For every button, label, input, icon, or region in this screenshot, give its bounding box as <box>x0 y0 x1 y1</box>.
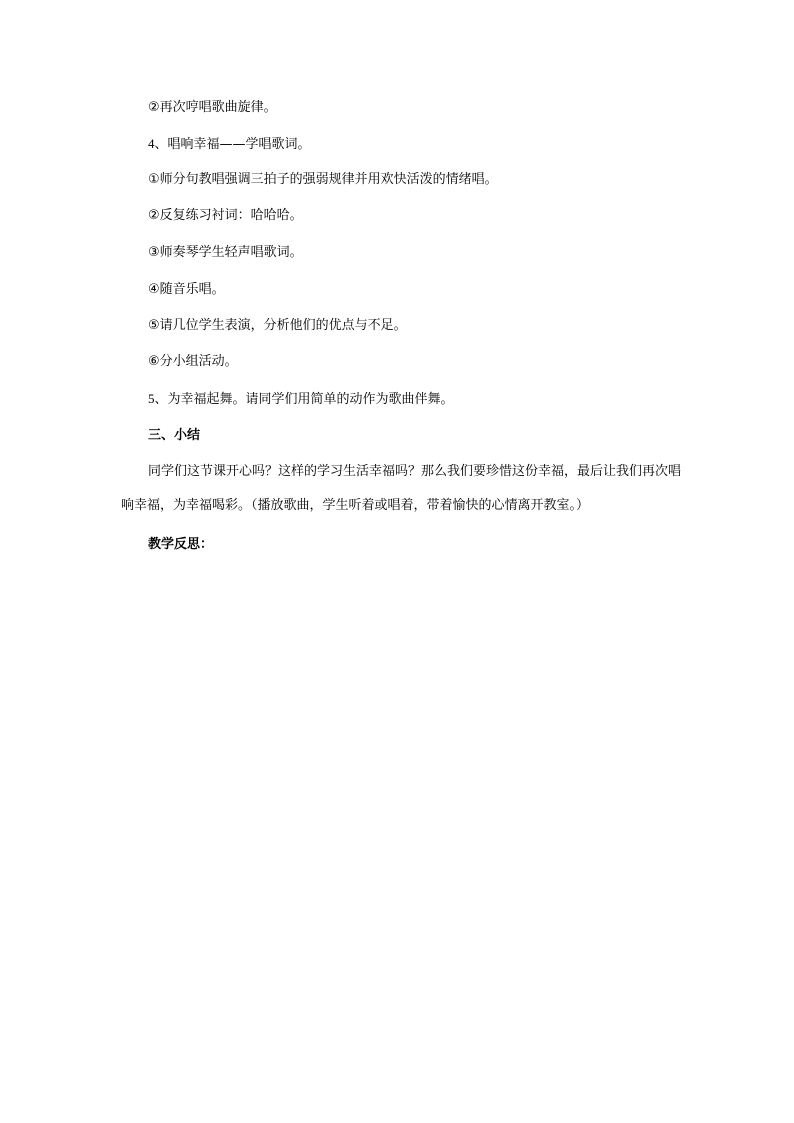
line-text: ③师奏琴学生轻声唱歌词。 <box>148 245 303 260</box>
line-text: ②再次哼唱歌曲旋律。 <box>148 100 277 115</box>
teaching-reflection-label <box>148 537 213 553</box>
line-text: ⑥分小组活动。 <box>148 354 238 369</box>
line-text: 、唱响幸福——学唱歌词。 <box>154 137 311 152</box>
substep-1 <box>148 172 498 188</box>
substep-2 <box>148 208 303 224</box>
substep-5 <box>148 318 407 334</box>
step-number: 4 <box>148 136 155 151</box>
line-text: 、为幸福起舞。请同学们用简单的动作为歌曲伴舞。 <box>154 392 454 407</box>
substep-6 <box>148 354 238 370</box>
line-text: ⑤请几位学生表演，分析他们的优点与不足。 <box>148 318 407 333</box>
step-number: 5 <box>148 391 155 406</box>
step-5-heading <box>148 391 454 408</box>
section-summary-heading <box>148 428 200 444</box>
line-text: ①师分句教唱强调三拍子的强弱规律并用欢快活泼的情绪唱。 <box>148 172 498 187</box>
line-text: 教学反思： <box>148 537 214 552</box>
substep-4 <box>148 282 225 298</box>
summary-paragraph: 同学们这节课开心吗？这样的学习生活幸福吗？那么我们要珍惜这份幸福，最后让我们再次唱响幸福，为幸福喝彩。（播放歌曲，学生听着或唱着，带着愉快的心情离开教室。） <box>121 464 682 513</box>
line-text: ②反复练习衬词：哈哈哈。 <box>148 208 303 223</box>
line-text: ④随音乐唱。 <box>148 282 225 297</box>
line-text: 三、小结 <box>148 428 201 443</box>
step-hum-melody <box>148 100 277 116</box>
step-4-heading <box>148 136 311 153</box>
substep-3 <box>148 245 303 261</box>
